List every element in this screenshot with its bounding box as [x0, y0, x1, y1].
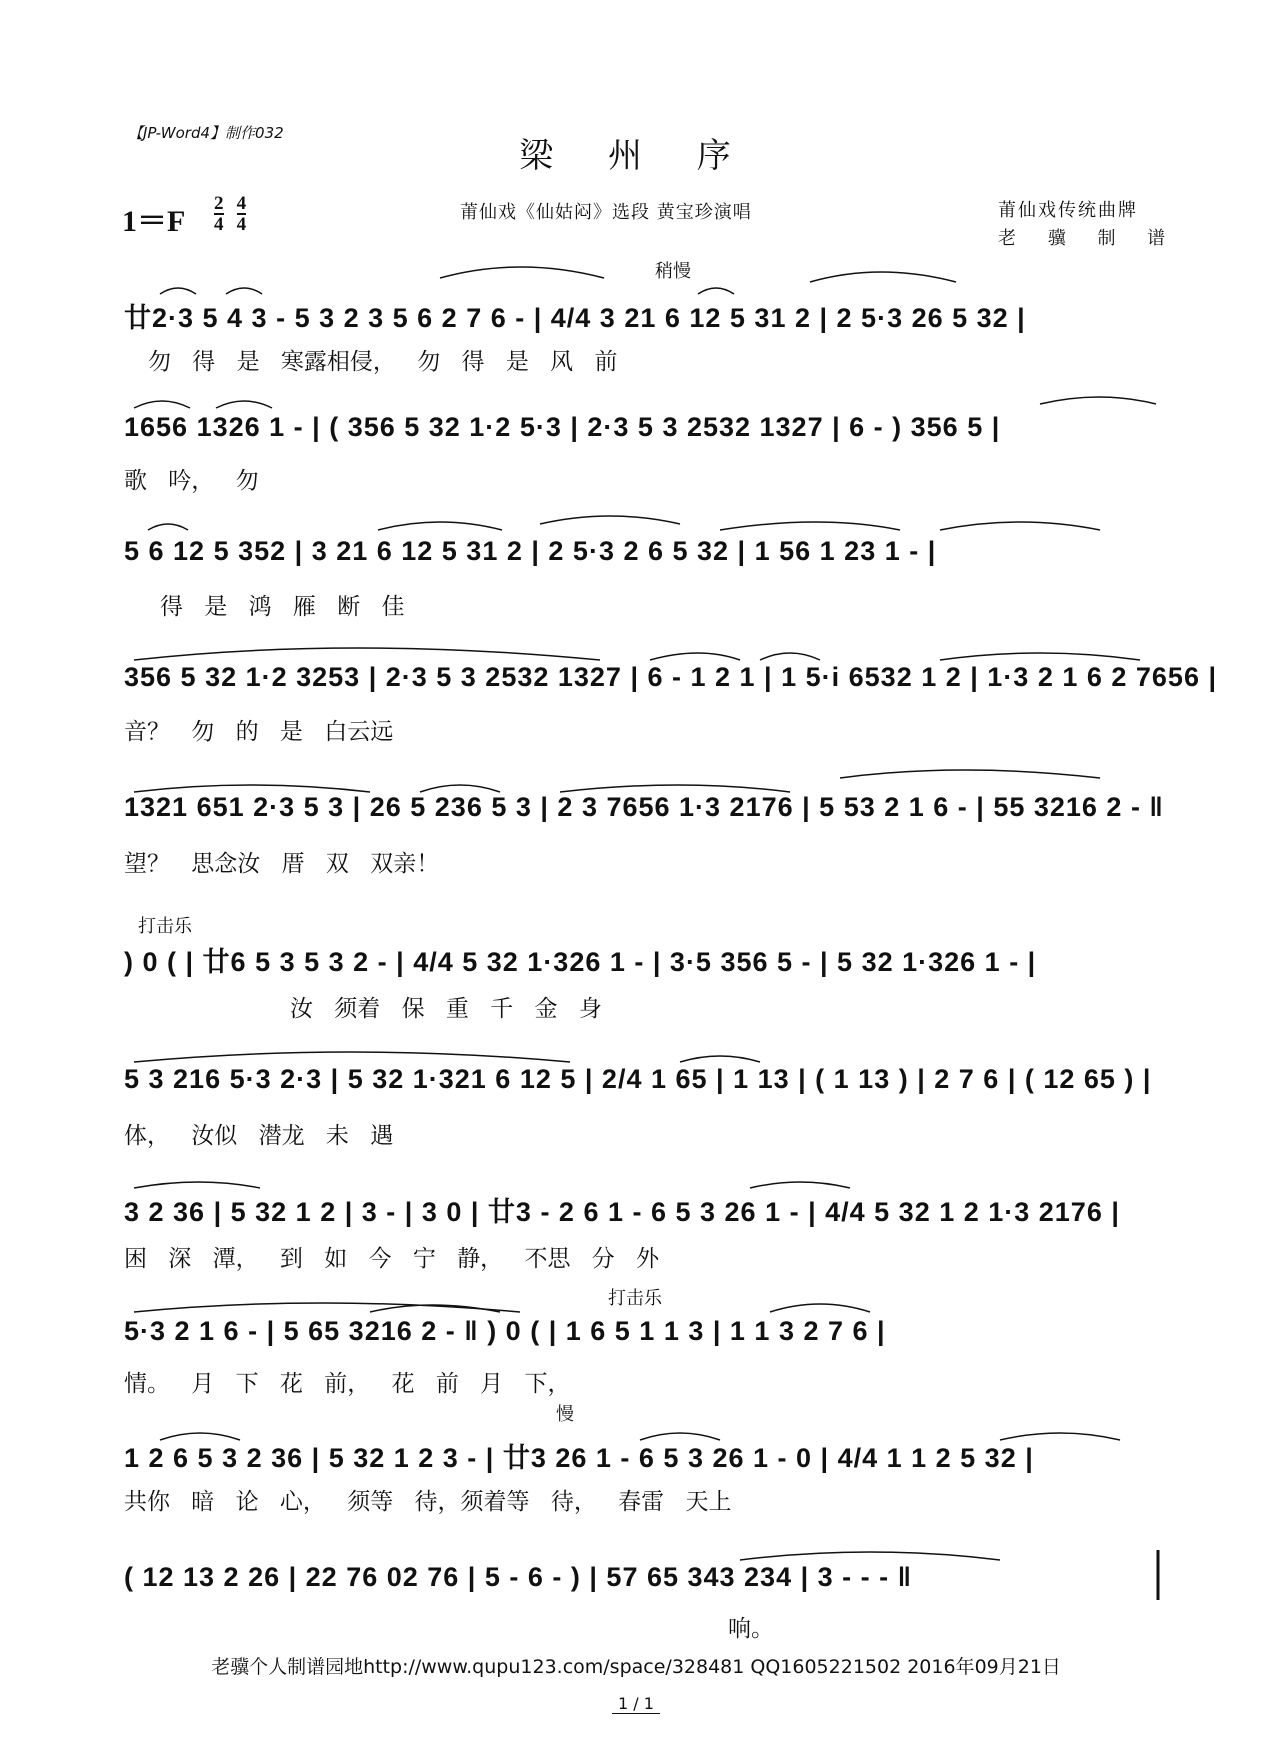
- page-title: 梁 州 序: [519, 136, 753, 176]
- notation-line: 1656 1326 1 - | ( 356 5 32 1·2 5·3 | 2·3 5 3 2532 1327 | 6 - ) 356 5 |: [124, 412, 1001, 442]
- lyrics-line: 体， 汝似 潜龙 未 遇: [124, 1123, 394, 1149]
- page-number: 1 / 1: [0, 1694, 1272, 1713]
- percussion-mark: 打击乐: [138, 916, 192, 937]
- time-signature-2: $\frac{4}{4}$: [236, 193, 247, 235]
- notation-line: 1321 651 2·3 5 3 | 26 5 236 5 3 | 2 3 7656 1·3 2176 | 5 53 2 1 6 - | 55 3216 2 - ‖: [124, 792, 1164, 822]
- lyrics-line: 情。 月 下 花 前， 花 前 月 下，: [124, 1371, 571, 1397]
- lyrics-line: 得 是 鸿 雁 断 佳: [160, 594, 405, 620]
- tempo-mark-man: 慢: [556, 1404, 574, 1425]
- notation-line: 1 2 6 5 3 2 36 | 5 32 1 2 3 - | 廿3 26 1 - 6 5 3 26 1 - 0 | 4/4 1 1 2 5 32 |: [124, 1443, 1034, 1473]
- notation-line: 5·3 2 1 6 - | 5 65 3216 2 - ‖ ) 0 ( | 1 6 5 1 1 3 | 1 1 3 2 7 6 |: [124, 1316, 886, 1346]
- lyrics-line: 音？ 勿 的 是 白云远: [124, 719, 394, 745]
- lyrics-line: 共你 暗 论 心， 须等 待，须着等 待， 春雷 天上: [124, 1489, 732, 1515]
- notation-line: ) 0 ( | 廿6 5 3 5 3 2 - | 4/4 5 32 1·326 1 - | 3·5 356 5 - | 5 32 1·326 1 - |: [124, 947, 1037, 977]
- credit-source: 莆仙戏传统曲牌: [998, 200, 1138, 221]
- percussion-mark: 打击乐: [608, 1288, 662, 1309]
- notation-line: 廿2·3 5 4 3 - 5 3 2 3 5 6 2 7 6 - | 4/4 3 21 6 12 5 31 2 | 2 5·3 26 5 32 |: [124, 303, 1026, 333]
- maker-note: 【JP-Word4】制作032: [128, 124, 284, 142]
- notation-line: 356 5 32 1·2 3253 | 2·3 5 3 2532 1327 | 6 - 1 2 1 | 1 5·i 6532 1 2 | 1·3 2 1 6 2 7656 |: [124, 662, 1218, 692]
- lyrics-line: 响。: [728, 1616, 774, 1642]
- tempo-mark-shaoman: 稍慢: [655, 261, 691, 282]
- notation-line: 5 6 12 5 352 | 3 21 6 12 5 31 2 | 2 5·3 2 6 5 32 | 1 56 1 23 1 - |: [124, 536, 937, 566]
- lyrics-line: 困 深 潭， 到 如 今 宁 静， 不思 分 外: [124, 1246, 660, 1272]
- time-signatures: [214, 194, 254, 234]
- lyrics-line: 汝 须着 保 重 千 金 身: [290, 996, 602, 1022]
- notation-line: 5 3 216 5·3 2·3 | 5 32 1·321 6 12 5 | 2/4 1 65 | 1 13 | ( 1 13 ) | 2 7 6 | ( 12 65 ) |: [124, 1064, 1152, 1094]
- credit-arranger: 老 骥 制 谱: [998, 228, 1179, 249]
- key-signature: 1＝F: [122, 205, 186, 238]
- lyrics-line: 望？ 思念汝 厝 双 双亲！: [124, 851, 440, 877]
- subtitle: 莆仙戏《仙姑闷》选段 黄宝珍演唱: [460, 202, 752, 223]
- notation-line: ( 12 13 2 26 | 22 76 02 76 | 5 - 6 - ) | 57 65 343 234 | 3 - - - ‖: [124, 1562, 913, 1592]
- lyrics-line: 勿 得 是 寒露相侵， 勿 得 是 风 前: [148, 349, 618, 375]
- notation-line: 3 2 36 | 5 32 1 2 | 3 - | 3 0 | 廿3 - 2 6 1 - 6 5 3 26 1 - | 4/4 5 32 1 2 1·3 2176 |: [124, 1197, 1120, 1227]
- time-signature-1: $\frac{2}{4}$: [214, 193, 224, 235]
- lyrics-line: 歌 吟， 勿: [124, 468, 259, 494]
- footer-text: 老骥个人制谱园地http://www.qupu123.com/space/328481 QQ1605221502 2016年09月21日: [211, 1656, 1061, 1678]
